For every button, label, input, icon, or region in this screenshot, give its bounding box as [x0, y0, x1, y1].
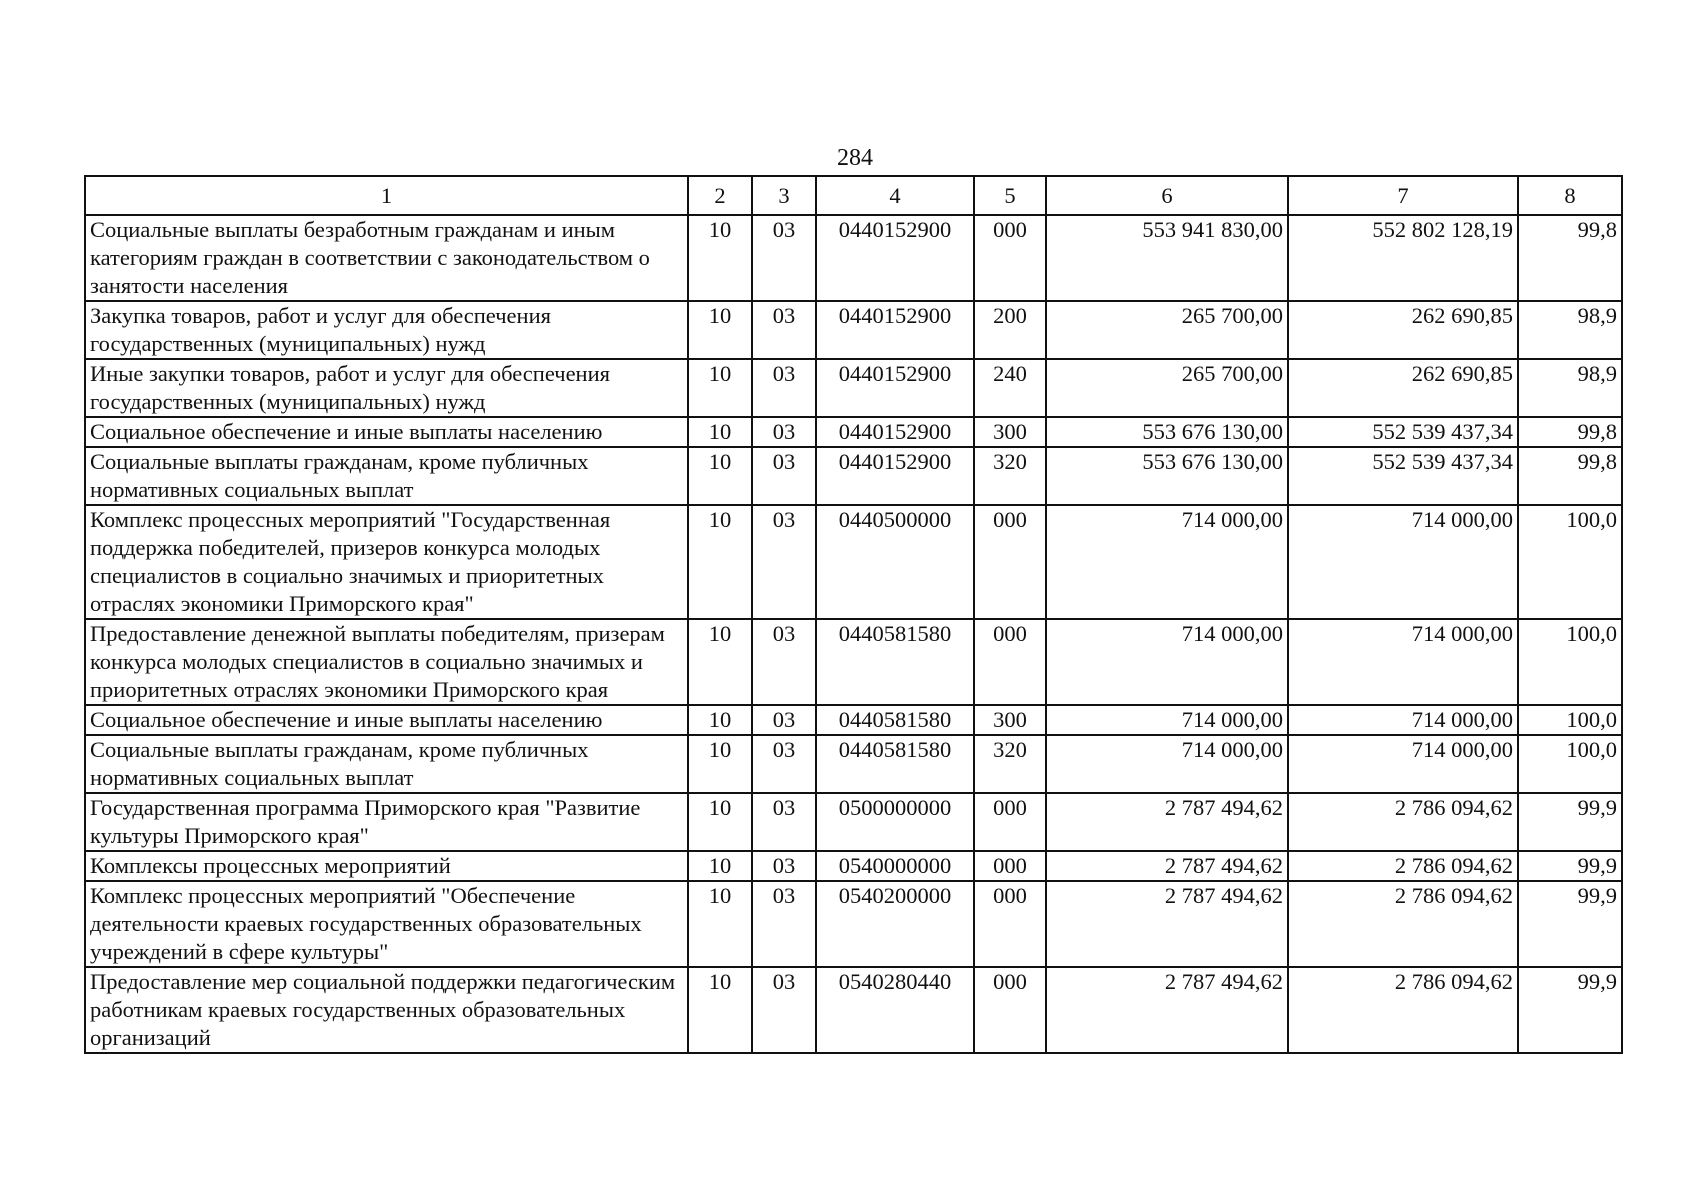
subsection-code-cell: 03	[752, 967, 816, 1053]
target-article-cell: 0440152900	[816, 359, 974, 417]
target-article-cell: 0440581580	[816, 735, 974, 793]
planned-amount-cell: 2 787 494,62	[1046, 793, 1288, 851]
execution-percent-cell: 99,9	[1518, 851, 1622, 881]
section-code-cell: 10	[688, 705, 752, 735]
target-article-cell: 0500000000	[816, 793, 974, 851]
table-row	[85, 619, 1622, 705]
executed-amount-cell: 714 000,00	[1288, 735, 1518, 793]
target-article-cell: 0540200000	[816, 881, 974, 967]
column-header: 7	[1288, 176, 1518, 215]
row-name-cell: Комплексы процессных мероприятий	[85, 851, 688, 881]
row-name-cell: Государственная программа Приморского края "Развитие культуры Приморского края"	[85, 793, 688, 851]
section-code-cell: 10	[688, 967, 752, 1053]
row-name-cell: Комплекс процессных мероприятий "Обеспечение деятельности краевых государственных образовательных учреждений в сфере культуры"	[85, 881, 688, 967]
planned-amount-cell: 2 787 494,62	[1046, 967, 1288, 1053]
subsection-code-cell: 03	[752, 705, 816, 735]
target-article-cell: 0440152900	[816, 215, 974, 301]
section-code-cell: 10	[688, 735, 752, 793]
subsection-code-cell: 03	[752, 851, 816, 881]
table-row	[85, 793, 1622, 851]
subsection-code-cell: 03	[752, 215, 816, 301]
table-row	[85, 705, 1622, 735]
executed-amount-cell: 2 786 094,62	[1288, 793, 1518, 851]
column-header: 8	[1518, 176, 1622, 215]
executed-amount-cell: 2 786 094,62	[1288, 881, 1518, 967]
execution-percent-cell: 99,9	[1518, 967, 1622, 1053]
section-code-cell: 10	[688, 417, 752, 447]
column-header: 1	[85, 176, 688, 215]
target-article-cell: 0440152900	[816, 447, 974, 505]
subsection-code-cell: 03	[752, 447, 816, 505]
executed-amount-cell: 714 000,00	[1288, 505, 1518, 619]
execution-percent-cell: 99,9	[1518, 793, 1622, 851]
execution-percent-cell: 100,0	[1518, 505, 1622, 619]
executed-amount-cell: 262 690,85	[1288, 359, 1518, 417]
target-article-cell: 0540280440	[816, 967, 974, 1053]
execution-percent-cell: 99,8	[1518, 215, 1622, 301]
execution-percent-cell: 99,8	[1518, 447, 1622, 505]
expense-type-cell: 200	[974, 301, 1046, 359]
executed-amount-cell: 2 786 094,62	[1288, 967, 1518, 1053]
execution-percent-cell: 98,9	[1518, 359, 1622, 417]
execution-percent-cell: 100,0	[1518, 735, 1622, 793]
expense-type-cell: 000	[974, 215, 1046, 301]
subsection-code-cell: 03	[752, 505, 816, 619]
execution-percent-cell: 98,9	[1518, 301, 1622, 359]
row-name-cell: Предоставление мер социальной поддержки педагогическим работникам краевых государственных образовательных организаций	[85, 967, 688, 1053]
table-row	[85, 447, 1622, 505]
target-article-cell: 0440581580	[816, 619, 974, 705]
expense-type-cell: 000	[974, 881, 1046, 967]
row-name-cell: Закупка товаров, работ и услуг для обеспечения государственных (муниципальных) нужд	[85, 301, 688, 359]
section-code-cell: 10	[688, 851, 752, 881]
target-article-cell: 0440152900	[816, 417, 974, 447]
column-header: 2	[688, 176, 752, 215]
planned-amount-cell: 714 000,00	[1046, 705, 1288, 735]
subsection-code-cell: 03	[752, 793, 816, 851]
subsection-code-cell: 03	[752, 619, 816, 705]
table-row	[85, 967, 1622, 1053]
section-code-cell: 10	[688, 359, 752, 417]
table-row	[85, 881, 1622, 967]
table-row	[85, 301, 1622, 359]
executed-amount-cell: 714 000,00	[1288, 619, 1518, 705]
row-name-cell: Предоставление денежной выплаты победителям, призерам конкурса молодых специалистов в социально значимых и приоритетных отраслях экономики Приморского края	[85, 619, 688, 705]
section-code-cell: 10	[688, 215, 752, 301]
row-name-cell: Социальное обеспечение и иные выплаты населению	[85, 705, 688, 735]
subsection-code-cell: 03	[752, 301, 816, 359]
planned-amount-cell: 2 787 494,62	[1046, 881, 1288, 967]
executed-amount-cell: 2 786 094,62	[1288, 851, 1518, 881]
executed-amount-cell: 262 690,85	[1288, 301, 1518, 359]
expense-type-cell: 300	[974, 705, 1046, 735]
subsection-code-cell: 03	[752, 359, 816, 417]
execution-percent-cell: 100,0	[1518, 619, 1622, 705]
section-code-cell: 10	[688, 505, 752, 619]
section-code-cell: 10	[688, 301, 752, 359]
expense-type-cell: 000	[974, 619, 1046, 705]
budget-table	[84, 175, 1623, 1054]
expense-type-cell: 320	[974, 447, 1046, 505]
expense-type-cell: 240	[974, 359, 1046, 417]
section-code-cell: 10	[688, 619, 752, 705]
execution-percent-cell: 99,8	[1518, 417, 1622, 447]
executed-amount-cell: 552 539 437,34	[1288, 447, 1518, 505]
column-header: 6	[1046, 176, 1288, 215]
column-header: 4	[816, 176, 974, 215]
planned-amount-cell: 265 700,00	[1046, 301, 1288, 359]
table-body	[85, 215, 1622, 1053]
executed-amount-cell: 714 000,00	[1288, 705, 1518, 735]
planned-amount-cell: 714 000,00	[1046, 619, 1288, 705]
execution-percent-cell: 100,0	[1518, 705, 1622, 735]
target-article-cell: 0440152900	[816, 301, 974, 359]
section-code-cell: 10	[688, 793, 752, 851]
expense-type-cell: 320	[974, 735, 1046, 793]
planned-amount-cell: 265 700,00	[1046, 359, 1288, 417]
subsection-code-cell: 03	[752, 417, 816, 447]
planned-amount-cell: 553 676 130,00	[1046, 447, 1288, 505]
target-article-cell: 0440500000	[816, 505, 974, 619]
subsection-code-cell: 03	[752, 735, 816, 793]
table-row	[85, 505, 1622, 619]
section-code-cell: 10	[688, 881, 752, 967]
section-code-cell: 10	[688, 447, 752, 505]
executed-amount-cell: 552 539 437,34	[1288, 417, 1518, 447]
table-row	[85, 417, 1622, 447]
table-row	[85, 215, 1622, 301]
row-name-cell: Социальные выплаты безработным гражданам и иным категориям граждан в соответствии с законодательством о занятости населения	[85, 215, 688, 301]
column-header: 5	[974, 176, 1046, 215]
expense-type-cell: 300	[974, 417, 1046, 447]
target-article-cell: 0440581580	[816, 705, 974, 735]
table-row	[85, 735, 1622, 793]
row-name-cell: Социальное обеспечение и иные выплаты населению	[85, 417, 688, 447]
subsection-code-cell: 03	[752, 881, 816, 967]
expense-type-cell: 000	[974, 967, 1046, 1053]
expense-type-cell: 000	[974, 793, 1046, 851]
expense-type-cell: 000	[974, 851, 1046, 881]
planned-amount-cell: 714 000,00	[1046, 735, 1288, 793]
table-row	[85, 359, 1622, 417]
executed-amount-cell: 552 802 128,19	[1288, 215, 1518, 301]
column-number-header-row	[85, 176, 1622, 215]
row-name-cell: Комплекс процессных мероприятий "Государственная поддержка победителей, призеров конкурса молодых специалистов в социально значимых и приоритетных отраслях экономики Приморского края"	[85, 505, 688, 619]
table-row	[85, 851, 1622, 881]
column-header: 3	[752, 176, 816, 215]
row-name-cell: Социальные выплаты гражданам, кроме публичных нормативных социальных выплат	[85, 447, 688, 505]
expense-type-cell: 000	[974, 505, 1046, 619]
planned-amount-cell: 2 787 494,62	[1046, 851, 1288, 881]
page-number: 284	[837, 145, 873, 171]
execution-percent-cell: 99,9	[1518, 881, 1622, 967]
row-name-cell: Социальные выплаты гражданам, кроме публичных нормативных социальных выплат	[85, 735, 688, 793]
row-name-cell: Иные закупки товаров, работ и услуг для обеспечения государственных (муниципальных) нужд	[85, 359, 688, 417]
planned-amount-cell: 553 941 830,00	[1046, 215, 1288, 301]
target-article-cell: 0540000000	[816, 851, 974, 881]
planned-amount-cell: 553 676 130,00	[1046, 417, 1288, 447]
planned-amount-cell: 714 000,00	[1046, 505, 1288, 619]
